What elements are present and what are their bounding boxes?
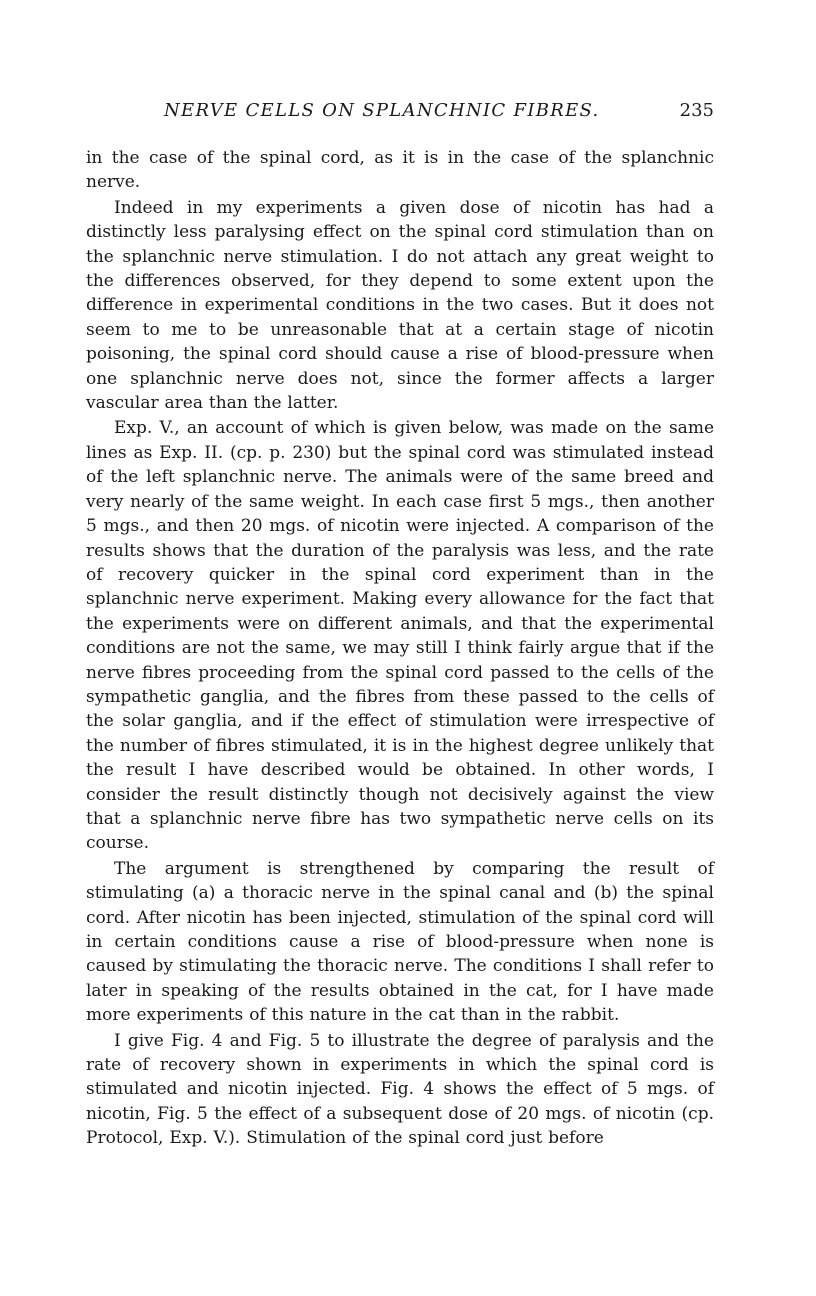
running-title: NERVE CELLS ON SPLANCHNIC FIBRES. (164, 100, 600, 121)
page-number: 235 (679, 100, 714, 121)
paragraph: Indeed in my experiments a given dose of nicotin has had a distinctly less paralysing effect on the spinal cord stimulation than on the splanchnic nerve stimulation. I do not attach any great weight to the differences observed, for they depend to some extent upon the difference in experimental conditions in the two cases. But it does not seem to me to be unreasonable that at a certain stage of nicotin poisoning, the spinal cord should cause a rise of blood-pressure when one splanchnic nerve does not, since the former affects a larger vascular area than the latter. (86, 197, 714, 414)
paragraph: in the case of the spinal cord, as it is in the case of the splanchnic nerve. (86, 148, 714, 193)
body-text (86, 146, 714, 1151)
paragraph: The argument is strengthened by comparing the result of stimulating (a) a thoracic nerve in the spinal canal and (b) the spinal cord. After nicotin has been injected, stimulation of the spinal cord will in certain conditions cause a rise of blood-pressure when none is caused by stimulating the thoracic nerve. The conditions I shall refer to later in speaking of the results obtained in the cat, for I have made more experiments of this nature in the cat than in the rabbit. (86, 858, 714, 1026)
paragraph: I give Fig. 4 and Fig. 5 to illustrate the degree of paralysis and the rate of recovery shown in experiments in which the spinal cord is stimulated and nicotin injected. Fig. 4 shows the effect of 5 mgs. of nicotin, Fig. 5 the effect of a subsequent dose of 20 mgs. of nicotin (cp. Protocol, Exp. V.). Stimulation of the spinal cord just before (86, 1030, 714, 1149)
paragraph: Exp. V., an account of which is given below, was made on the same lines as Exp. II. (cp. p. 230) but the spinal cord was stimulated instead of the left splanchnic nerve. The animals were of the same breed and very nearly of the same weight. In each case first 5 mgs., then another 5 mgs., and then 20 mgs. of nicotin were injected. A comparison of the results shows that the duration of the paralysis was less, and the rate of recovery quicker in the spinal cord experiment than in the splanchnic nerve experiment. Making every allowance for the fact that the experiments were on different animals, and that the experimental conditions are not the same, we may still I think fairly argue that if the nerve fibres proceeding from the spinal cord passed to the cells of the sympathetic ganglia, and the fibres from these passed to the cells of the solar ganglia, and if the effect of stimulation were irrespective of the number of fibres stimulated, it is in the highest degree unlikely that the result I have described would be obtained. In other words, I consider the result distinctly though not decisively against the view that a splanchnic nerve fibre has two sympathetic nerve cells on its course. (86, 418, 714, 854)
page-header (86, 100, 714, 134)
